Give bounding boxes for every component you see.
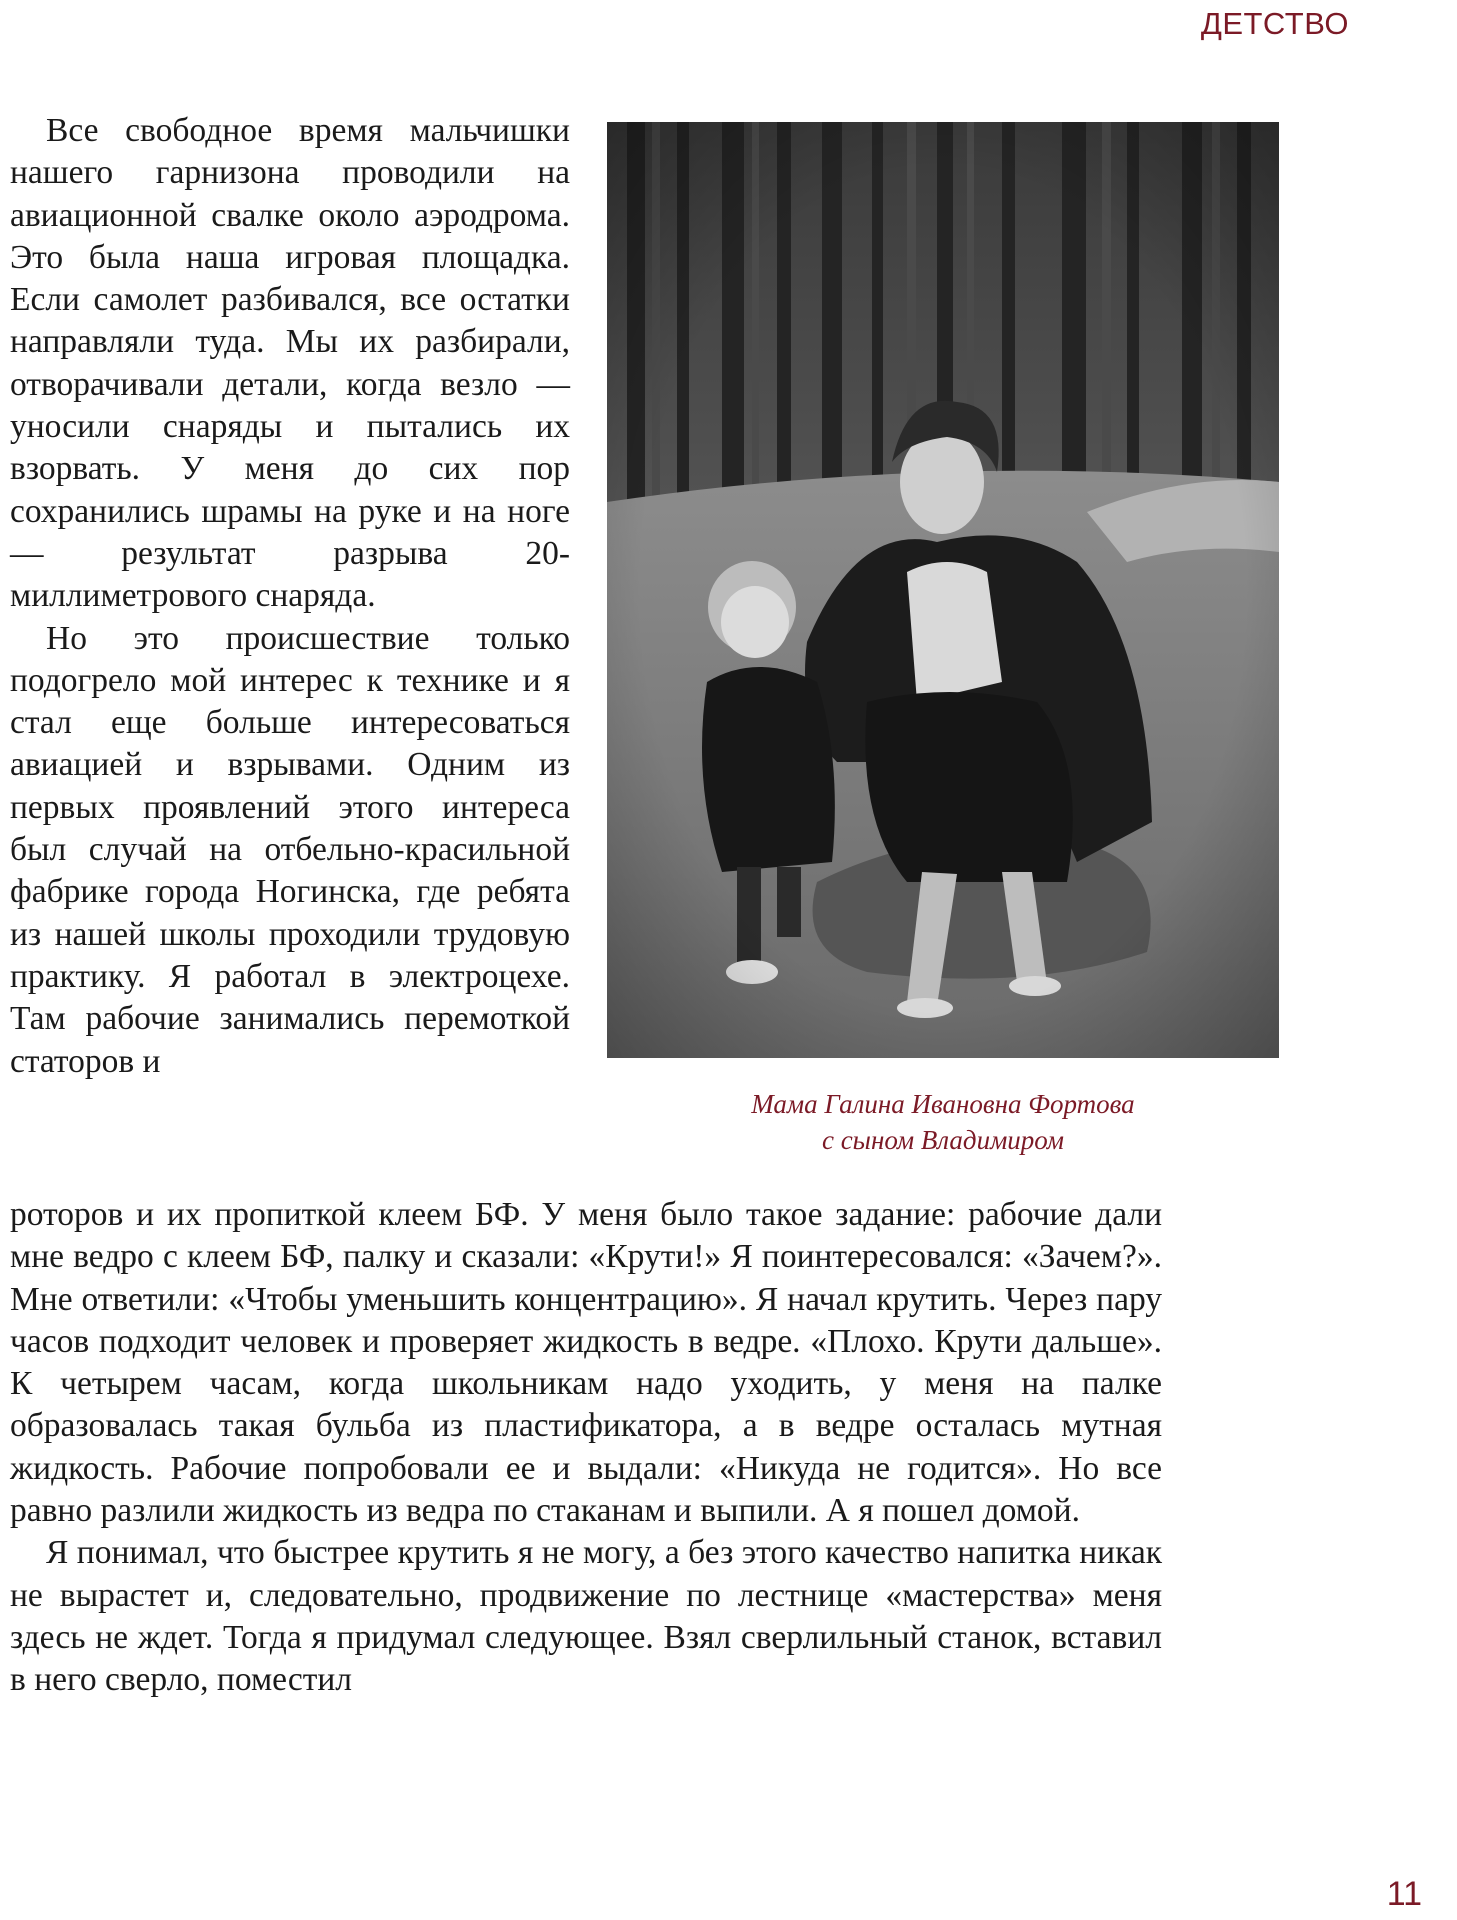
- running-head: ДЕТСТВО: [1200, 6, 1349, 41]
- text-column: [10, 110, 570, 1083]
- caption-line: Мама Галина Ивановна Фортова: [751, 1089, 1135, 1119]
- paragraph: роторов и их пропиткой клеем БФ. У меня было такое задание: рабочие дали мне ведро с клеем БФ, палку и сказали: «Крути!» Я поинтересовался: «Зачем?». Мне ответили: «Чтобы уменьшить концентрацию». Я начал крутить. Через пару часов подходит человек и проверяет жидкость в ведре. «Плохо. Крути дальше». К четырем часам, когда школьникам надо уходить, у меня на палке образовалась такая бульба из пластификатора, а в ведре осталась мутная жидкость. Рабочие попробовали ее и выдали: «Никуда не годится». Но все равно разлили жидкость из ведра по стаканам и выпили. А я пошел домой.: [10, 1196, 1162, 1530]
- paragraph: Я понимал, что быстрее крутить я не могу, а без этого качество напитка никак не вырастет и, следовательно, продвижение по лестнице «мастерства» меня здесь не ждет. Тогда я придумал следующее. Взял сверлильный станок, вставил в него сверло, поместил: [10, 1534, 1162, 1699]
- text-full-width: [10, 1194, 1162, 1702]
- photo-caption: [607, 1086, 1279, 1158]
- page-number: 11: [1386, 1875, 1422, 1913]
- photo-illustration: [607, 122, 1279, 1058]
- caption-line: с сыном Владимиром: [821, 1125, 1065, 1155]
- photograph: [607, 122, 1279, 1058]
- paragraph: Но это происшествие только подогрело мой интерес к технике и я стал еще больше интересоваться авиацией и взрывами. Одним из первых проявлений этого интереса был случай на отбельно-красильной фабрике города Ногинска, где ребята из нашей школы проходили трудовую практику. Я работал в электроцехе. Там рабочие занимались перемоткой статоров и: [10, 619, 570, 1080]
- paragraph: Все свободное время мальчишки нашего гарнизона проводили на авиационной свалке около аэродрома. Это была наша игровая площадка. Если самолет разбивался, все остатки направляли туда. Мы их разбирали, отворачивали детали, когда везло — уносили снаряды и пытались их взорвать. У меня до сих пор сохранились шрамы на руке и на ноге — результат разрыва 20-миллиметрового снаряда.: [10, 112, 570, 615]
